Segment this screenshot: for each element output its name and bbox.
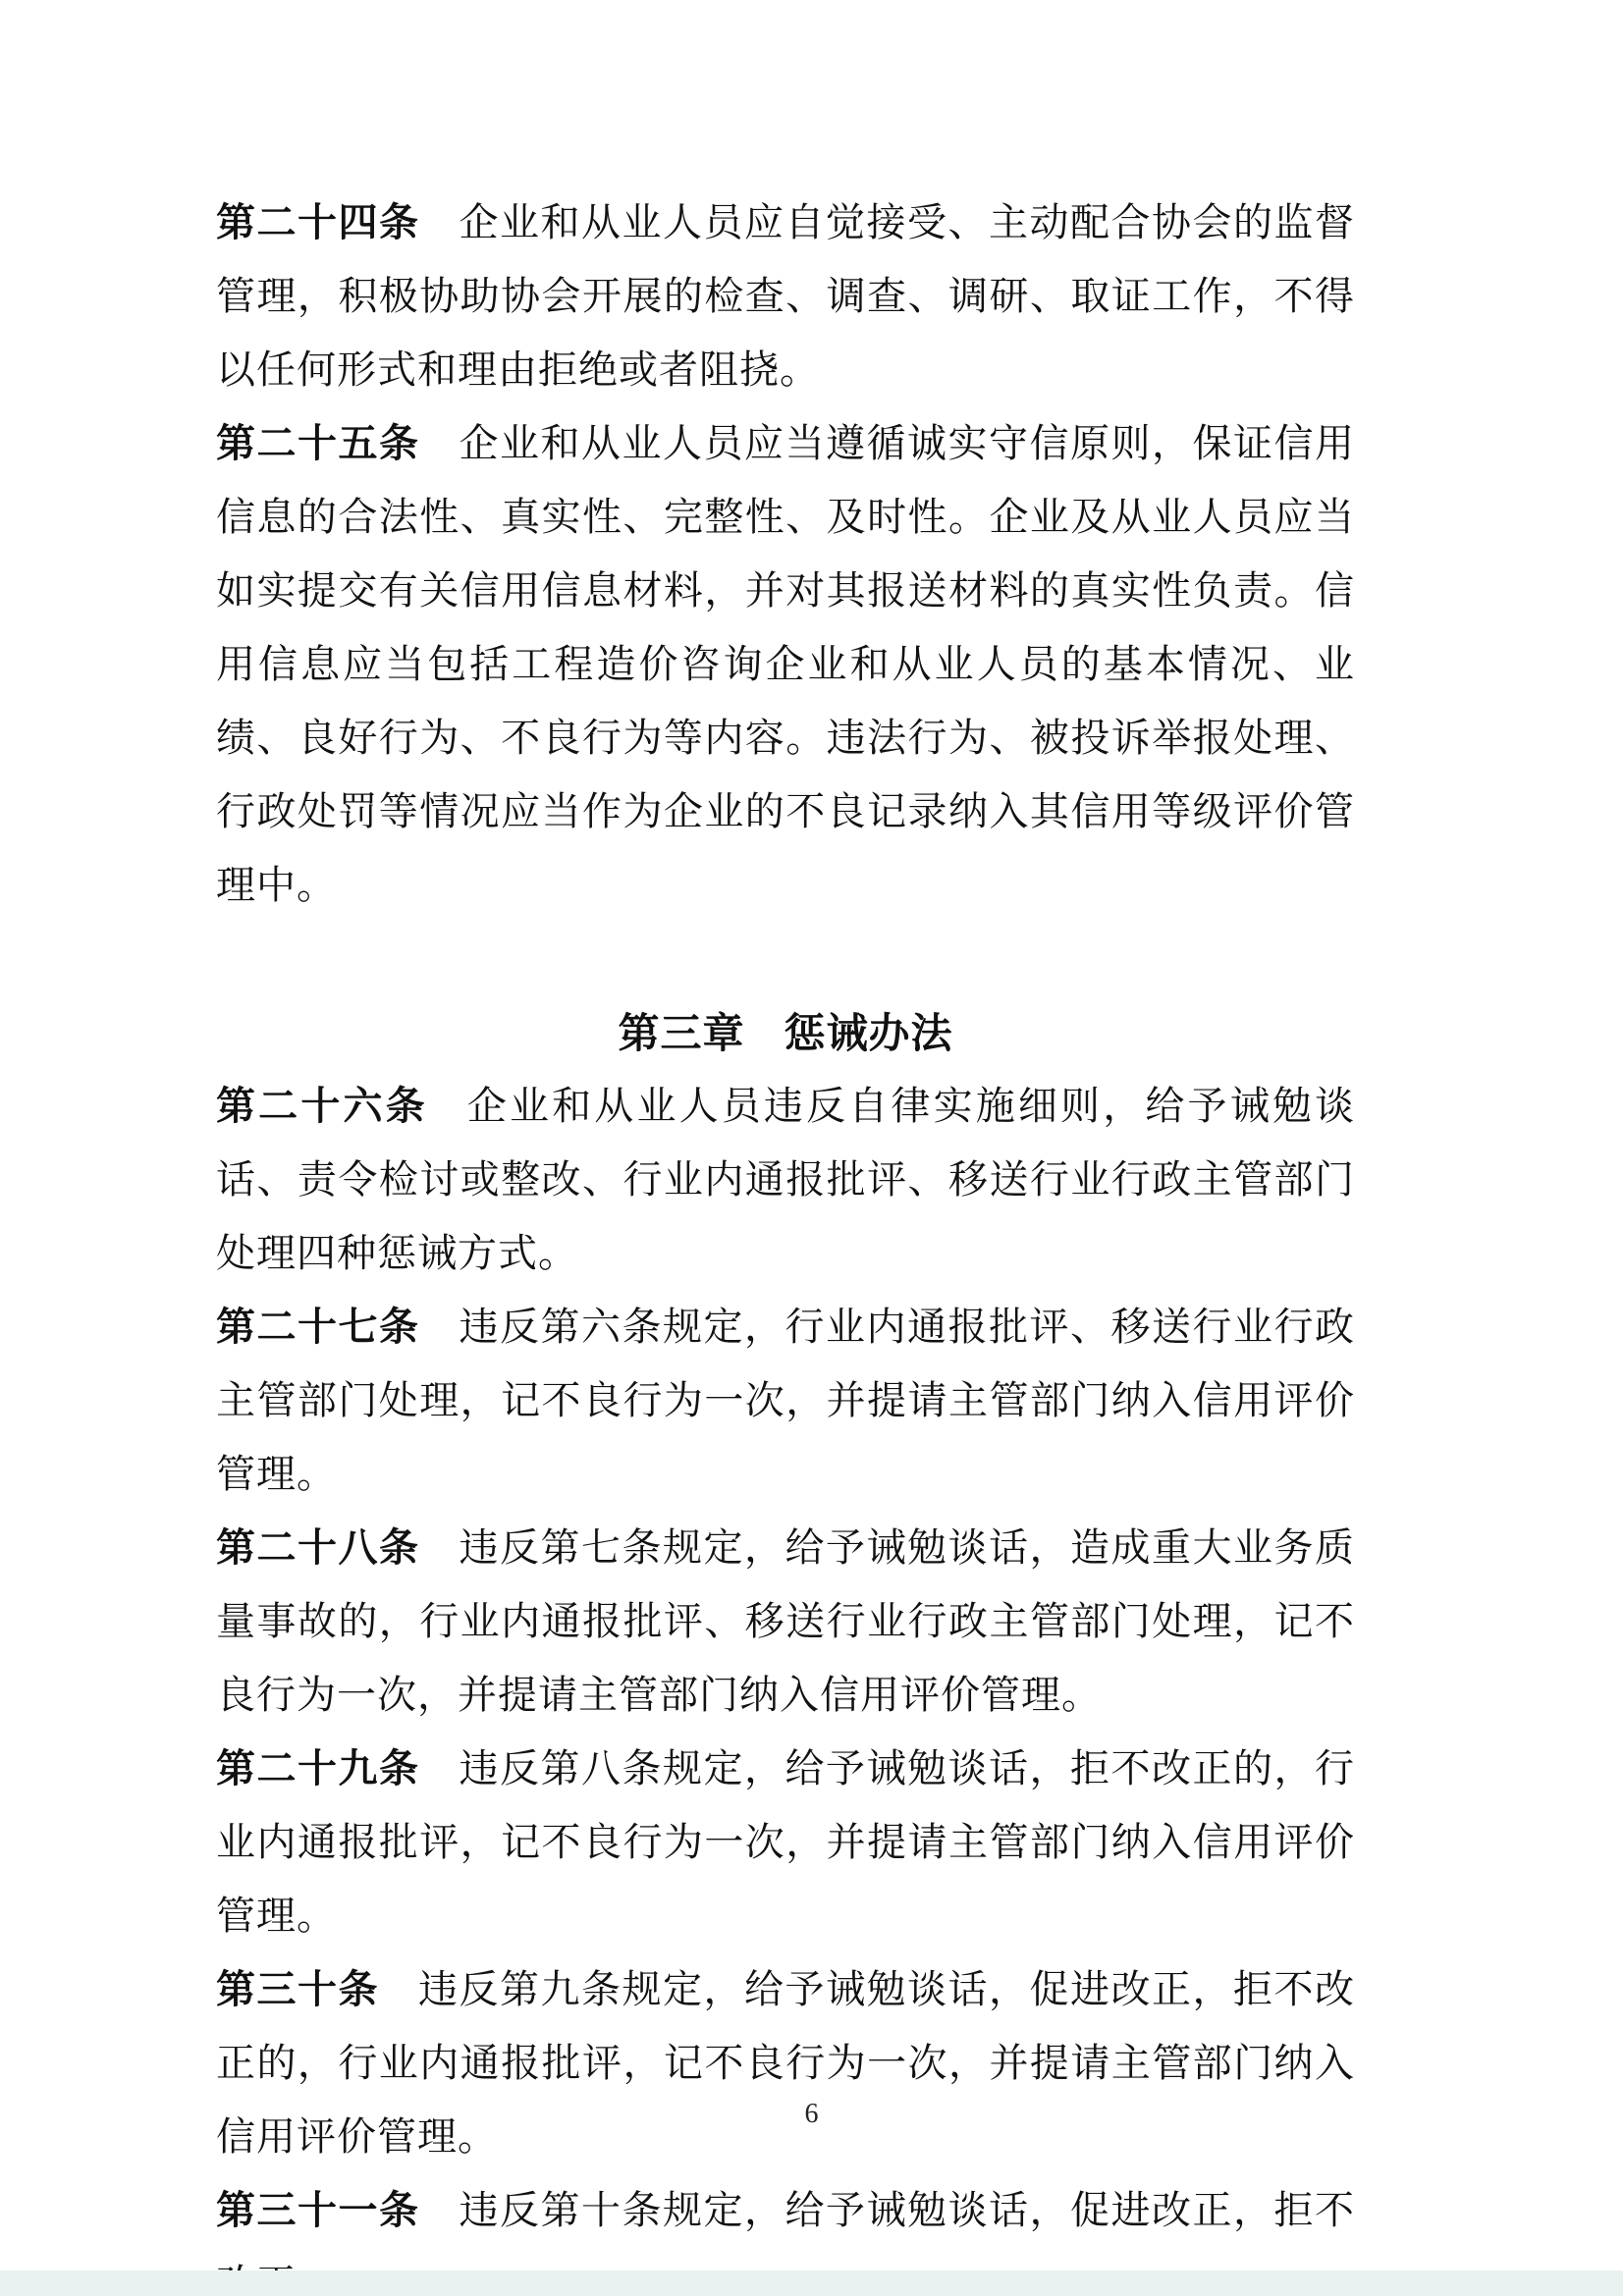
article-number: 第二十六条 bbox=[216, 1084, 428, 1129]
article-28 bbox=[216, 1512, 1355, 1733]
article-number: 第三十一条 bbox=[216, 2188, 420, 2233]
section-spacer bbox=[216, 923, 1355, 996]
article-text: 违反第八条规定，给予诫勉谈话，拒不改正的，行业内通报批评，记不良行为一次，并提请主管部门纳入信用评价管理。 bbox=[216, 1746, 1355, 1939]
article-26 bbox=[216, 1070, 1355, 1291]
chapter-title: 惩诫办法 bbox=[784, 1009, 953, 1057]
article-29 bbox=[216, 1733, 1355, 1953]
document-body bbox=[216, 187, 1355, 2296]
article-text: 违反第六条规定，行业内通报批评、移送行业行政主管部门处理，记不良行为一次，并提请主管部门纳入信用评价管理。 bbox=[216, 1305, 1355, 1497]
article-number: 第二十四条 bbox=[216, 200, 420, 245]
article-number: 第二十七条 bbox=[216, 1305, 420, 1350]
article-number: 第二十八条 bbox=[216, 1525, 420, 1571]
scan-bottom-edge bbox=[0, 2270, 1623, 2296]
article-30 bbox=[216, 1953, 1355, 2174]
article-number: 第二十九条 bbox=[216, 1746, 420, 1791]
article-text: 违反第九条规定，给予诫勉谈话，促进改正，拒不改正的，行业内通报批评，记不良行为一次，并提请主管部门纳入信用评价管理。 bbox=[216, 1967, 1355, 2160]
article-text: 违反第七条规定，给予诫勉谈话，造成重大业务质量事故的，行业内通报批评、移送行业行政主管部门处理，记不良行为一次，并提请主管部门纳入信用评价管理。 bbox=[216, 1525, 1355, 1718]
article-27 bbox=[216, 1291, 1355, 1512]
article-24 bbox=[216, 187, 1355, 407]
article-25 bbox=[216, 407, 1355, 923]
article-number: 第二十五条 bbox=[216, 421, 420, 466]
article-number: 第三十条 bbox=[216, 1967, 379, 2012]
chapter-heading bbox=[216, 996, 1355, 1070]
article-text: 企业和从业人员违反自律实施细则，给予诫勉谈话、责令检讨或整改、行业内通报批评、移送行业行政主管部门处理四种惩诫方式。 bbox=[216, 1084, 1356, 1276]
article-text: 企业和从业人员应当遵循诚实守信原则，保证信用信息的合法性、真实性、完整性、及时性。企业及从业人员应当如实提交有关信用信息材料，并对其报送材料的真实性负责。信用信息应当包括工程造价咨询企业和从业人员的基本情况、业绩、良好行为、不良行为等内容。违法行为、被投诉举报处理、行政处罚等情况应当作为企业的不良记录纳入其信用等级评价管理中。 bbox=[216, 421, 1355, 908]
article-text: 企业和从业人员应自觉接受、主动配合协会的监督管理，积极协助协会开展的检查、调查、调研、取证工作，不得以任何形式和理由拒绝或者阻挠。 bbox=[216, 200, 1355, 393]
page-number: 6 bbox=[804, 2099, 819, 2129]
chapter-number: 第三章 bbox=[618, 1009, 745, 1057]
article-text: 违反第十条规定，给予诫勉谈话，促进改正，拒不 bbox=[459, 2188, 1355, 2233]
